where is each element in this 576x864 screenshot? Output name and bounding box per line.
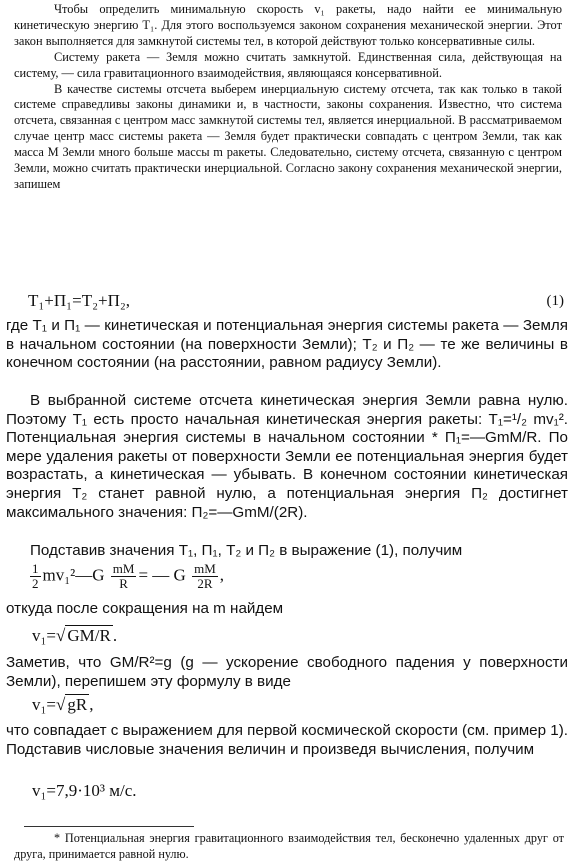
note-paragraph <box>6 654 568 691</box>
footnote-divider <box>24 826 194 827</box>
sqrt-sign: √ <box>56 626 66 645</box>
radicand-gm-r: GM/R <box>67 626 111 645</box>
sqrt-sign: √ <box>56 695 66 714</box>
equation-5-result: v₁=7,9·10³ м/с. <box>32 781 137 800</box>
equation-1: T₁+Π₁=T₂+Π₂, <box>28 291 131 310</box>
coincide-paragraph <box>6 722 568 759</box>
where-paragraph <box>6 317 568 373</box>
paragraph-reference-frame: В качестве системы отсчета выберем инерциальную систему отсчета, так как только в такой системе справедливы законы динамики и, в частности, законы сохранения. Известно, что система отсчета, связанная с центром масс замкнутой системы тел, является инерциальной. В рассматриваемом случае центр масс системы ракета — Земля будет практически совпадать с центром Земли, так как масса M Земли много больше массы m ракеты. Следовательно, систему отсчета, связанную с центром Земли, можно считать практически инерциальной. Согласно закону сохранения механической энергии, запишем <box>14 81 562 191</box>
fraction-half: $\frac{1}{2}$ <box>32 561 39 591</box>
fraction-mM-R: $\frac{mM}{R}$ <box>112 561 135 591</box>
paragraph-where: где T₁ и Π₁ — кинетическая и потенциальная энергия системы ракета — Земля в начальном состоянии (на поверхности Земли); T₂ и Π₂ — те же величины в конечном состоянии (на расстоянии, равном радиусу Земли). <box>6 317 568 372</box>
fraction-mM-2R: $\frac{mM}{2R}$ <box>194 561 216 591</box>
paragraph-closed-system: Систему ракета — Земля можно считать замкнутой. Единственная сила, действующая на систему, — сила гравитационного взаимодействия, являющаяся консервативной. <box>14 49 562 80</box>
paragraph-energy-method: Чтобы определить минимальную скорость v₁ ракеты, надо найти ее минимальную кинетическую энергию T₁. Для этого воспользуемся законом сохранения механической энергии. Этот закон выполняется для замкнутой системы тел, в которой действуют только консервативные силы. <box>14 2 562 48</box>
paragraph-kinetic-energy: В выбранной системе отсчета кинетическая энергия Земли равна нулю. Поэтому T₁ есть просто начальная кинетическая энергия ракеты: T₁=¹/₂ mv₁². Потенциальная энергия системы в начальном состоянии * Π₁=—GmM/R. По мере удаления ракеты от поверхности Земли ее потенциальная энергия будет возрастать, а кинетическая — убывать. В конечном состоянии кинетическая энергия T₂ станет равной нулю, а потенциальная энергия Π₂ достигнет максимального значения: Π₂=—GmM/(2R). <box>6 392 568 521</box>
equation-4: v₁=√ gR , <box>32 695 94 714</box>
paragraph-first-cosmic-velocity: что совпадает с выражением для первой космической скорости (см. пример 1). Подставив числовые значения величин и произведя вычисления, получим <box>6 722 569 758</box>
equation-1-number: (1) <box>546 293 564 309</box>
equation-2: $\frac{1}{2}$ mv₁²—G $\frac{mM}{R}$ = — G $\frac{mM}{2R}$ , <box>32 561 224 591</box>
equation-3: v₁=√ GM/R . <box>32 626 118 645</box>
paragraph-substitute: Подставив значения T₁, Π₁, T₂ и Π₂ в выражение (1), получим <box>30 542 463 559</box>
paragraph-whence: откуда после сокращения на m найдем <box>6 600 284 617</box>
footnote: * Потенциальная энергия гравитационного взаимодействия тел, бесконечно удаленных друг от друга, принимается равной нулю. <box>14 831 564 861</box>
intro-section <box>14 2 562 193</box>
substitute-paragraph <box>6 542 568 561</box>
whence-paragraph <box>6 600 568 619</box>
paragraph-gravity-note: Заметив, что GM/R²=g (g — ускорение свободного падения у поверхности Земли), перепишем эту формулу в виде <box>6 654 568 690</box>
frame-paragraph <box>6 392 568 522</box>
radicand-gr: gR <box>67 695 88 714</box>
